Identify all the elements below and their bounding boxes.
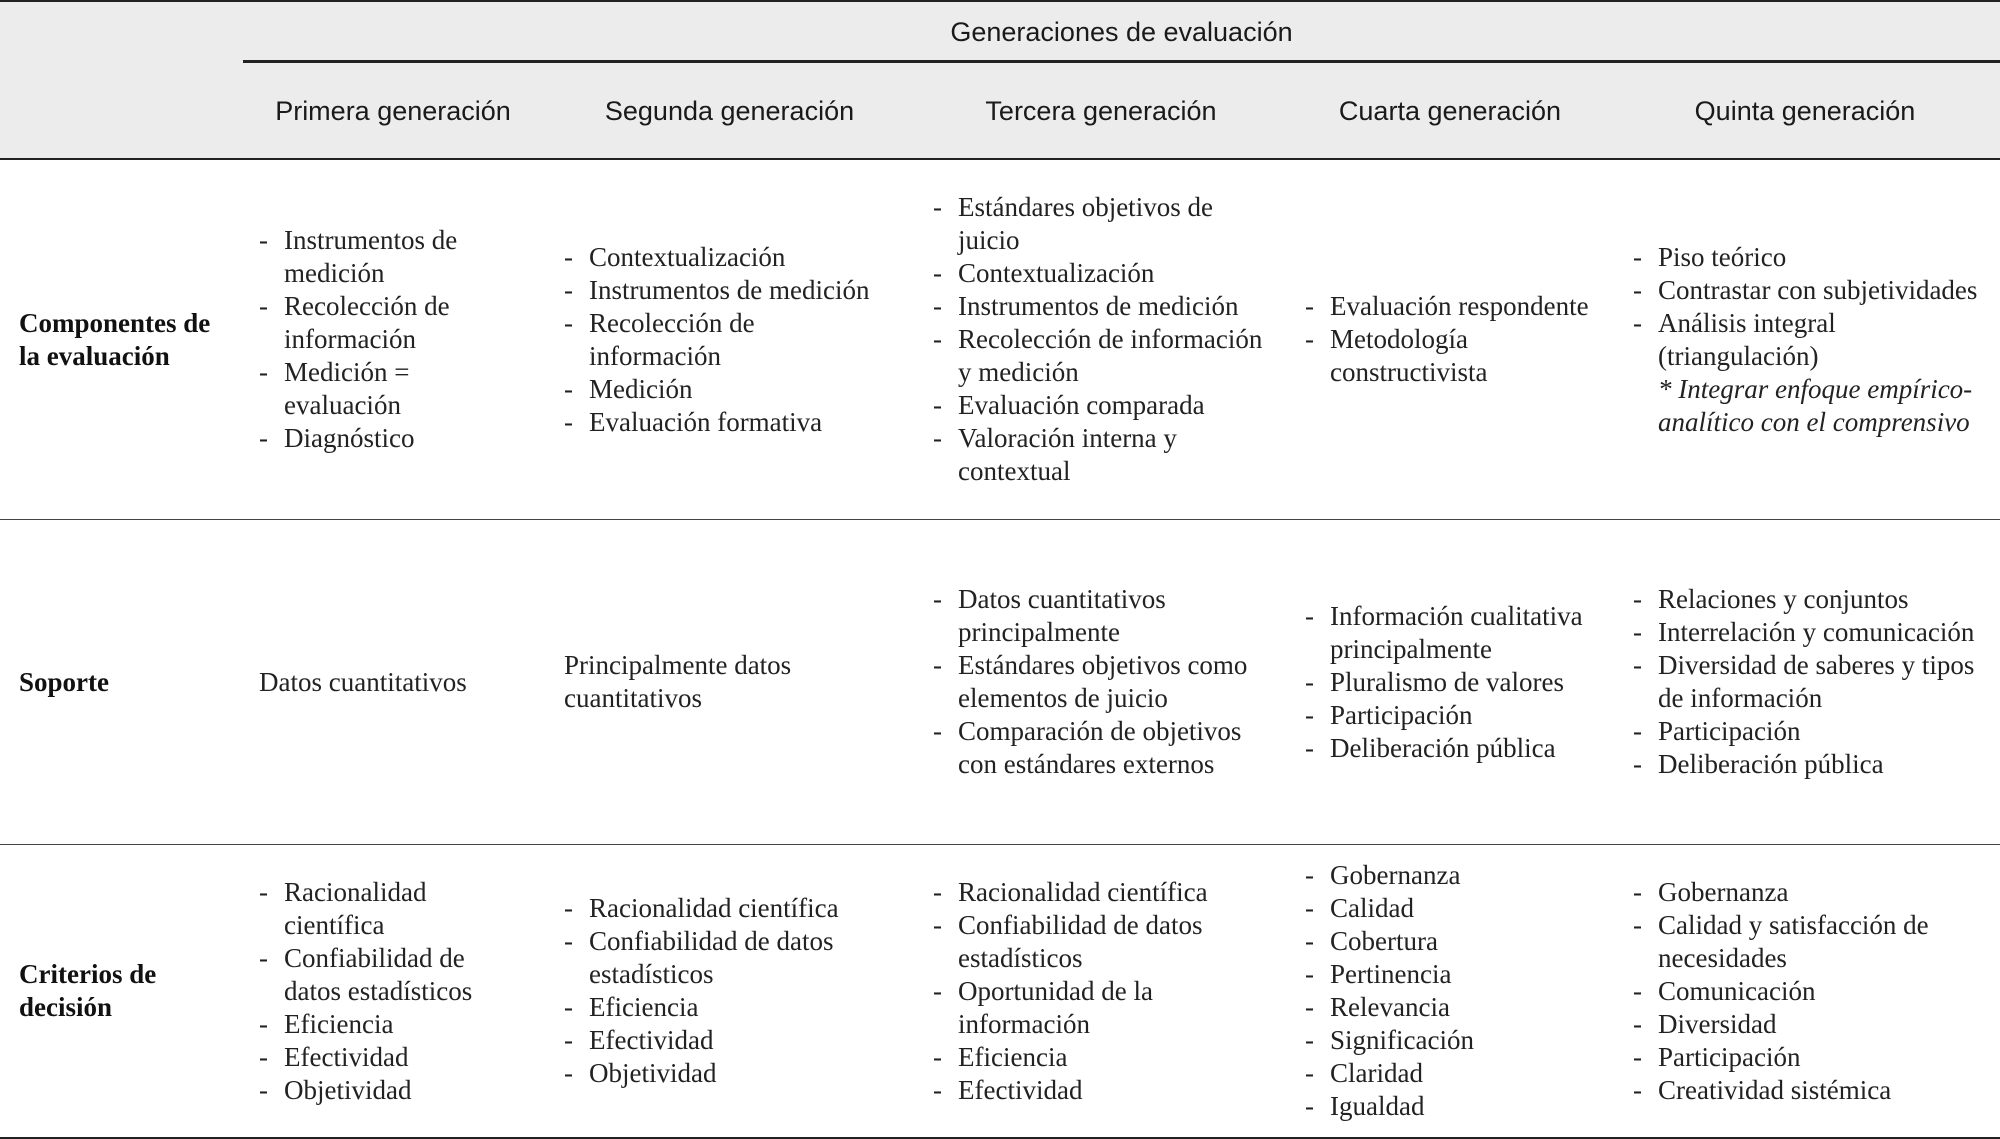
- list-item: - Estándares objetivos de juicio: [933, 192, 1213, 255]
- dash-marker: -: [1305, 666, 1314, 697]
- dash-marker: -: [564, 406, 573, 437]
- list-item: - Información cualitativa principalmente: [1305, 600, 1583, 664]
- cell-list: [1305, 290, 1605, 389]
- list-item: - Comparación de objetivos con estándares externos: [933, 716, 1242, 779]
- dash-marker: -: [564, 1058, 573, 1088]
- dash-marker: -: [564, 893, 573, 923]
- list-item: - Datos cuantitativos principalmente: [933, 584, 1166, 647]
- dash-marker: -: [933, 258, 942, 288]
- list-item: - Relaciones y conjuntos: [1633, 584, 1909, 614]
- list-item: - Participación: [1633, 716, 1801, 746]
- list-item: - Confiabilidad de datos estadísticos: [933, 909, 1203, 973]
- dash-marker: -: [1633, 975, 1642, 1006]
- list-item: - Gobernanza: [1633, 876, 1789, 907]
- dash-marker: -: [564, 307, 573, 338]
- row-header-criterios: Criterios de decisión: [19, 959, 157, 1022]
- cell-list: [933, 191, 1263, 488]
- dash-marker: -: [259, 1008, 268, 1039]
- dash-marker: -: [933, 324, 942, 354]
- table-cell: [1633, 520, 1985, 844]
- column-header-primera: Primera generación: [275, 96, 511, 126]
- dash-marker: -: [1305, 926, 1314, 956]
- list-item: - Racionalidad científica: [933, 876, 1208, 907]
- list-item: - Efectividad: [259, 1041, 409, 1072]
- dash-marker: -: [1305, 732, 1314, 763]
- list-item: - Valoración interna y contextual: [933, 423, 1177, 486]
- list-item: - Pertinencia: [1305, 959, 1452, 989]
- dash-marker: -: [1633, 584, 1642, 614]
- list-item: - Gobernanza: [1305, 860, 1461, 890]
- dash-marker: -: [259, 1041, 268, 1072]
- dash-marker: -: [259, 225, 268, 255]
- dash-marker: -: [1305, 860, 1314, 890]
- list-item: - Eficiencia: [259, 1008, 394, 1039]
- list-item: - Recolección de información y medición: [933, 324, 1263, 387]
- table-cell: [564, 160, 884, 519]
- list-item: - Análisis integral (triangulación): [1633, 307, 1836, 371]
- cell-text: Principalmente datos cuantitativos: [564, 650, 792, 713]
- column-header-cuarta: Cuarta generación: [1338, 96, 1562, 126]
- dash-marker: -: [564, 241, 573, 272]
- cell-list: [564, 892, 884, 1090]
- table-cell: [259, 520, 529, 844]
- dash-marker: -: [1633, 650, 1642, 680]
- list-item: - Recolección de información: [564, 307, 755, 371]
- dash-marker: -: [933, 192, 942, 222]
- dash-marker: -: [933, 423, 942, 453]
- list-item: - Calidad y satisfacción de necesidades: [1633, 909, 1929, 973]
- dash-marker: -: [933, 291, 942, 321]
- list-item: - Creatividad sistémica: [1633, 1074, 1892, 1105]
- list-item: - Contrastar con subjetividades: [1633, 274, 1978, 305]
- cell-list: [1633, 241, 1985, 439]
- list-item: - Racionalidad científica: [564, 893, 839, 923]
- list-item: - Evaluación formativa: [564, 406, 823, 437]
- list-item: - Significación: [1305, 1025, 1474, 1055]
- dash-marker: -: [1633, 909, 1642, 940]
- column-header-tercera: Tercera generación: [985, 96, 1217, 126]
- list-item: - Efectividad: [564, 1025, 714, 1055]
- dash-marker: -: [1305, 893, 1314, 923]
- list-item: - Participación: [1633, 1041, 1801, 1072]
- dash-marker: -: [259, 357, 268, 387]
- list-item: - Claridad: [1305, 1058, 1423, 1088]
- list-item: - Efectividad: [933, 1074, 1083, 1105]
- list-item: - Oportunidad de la información: [933, 975, 1153, 1039]
- table-cell: [1305, 520, 1610, 844]
- dash-marker: -: [564, 1025, 573, 1055]
- list-item: - Diversidad de saberes y tipos de información: [1633, 650, 1975, 713]
- cell-list: [259, 224, 514, 455]
- list-item: - Evaluación respondente: [1305, 291, 1589, 321]
- dash-marker: -: [1633, 876, 1642, 907]
- dash-marker: -: [1633, 1041, 1642, 1072]
- dash-marker: -: [259, 291, 268, 321]
- table-cell: [259, 845, 514, 1137]
- dash-marker: -: [1305, 1091, 1314, 1121]
- list-item: - Racionalidad científica: [259, 876, 427, 940]
- list-item: - Medición: [564, 373, 693, 404]
- table-cell: [933, 845, 1263, 1137]
- cell-list: [1305, 859, 1605, 1123]
- table-cell: [259, 160, 514, 519]
- dash-marker: -: [933, 1041, 942, 1072]
- list-item: - Igualdad: [1305, 1091, 1425, 1121]
- dash-marker: -: [933, 909, 942, 940]
- dash-marker: -: [933, 716, 942, 746]
- dash-marker: -: [564, 992, 573, 1022]
- list-item: - Diversidad: [1633, 1008, 1777, 1039]
- dash-marker: -: [933, 650, 942, 680]
- cell-list: [933, 583, 1278, 781]
- list-item: - Deliberación pública: [1633, 749, 1884, 779]
- table-cell: [1305, 160, 1605, 519]
- list-item: - Medición = evaluación: [259, 357, 410, 420]
- dash-marker: -: [564, 373, 573, 404]
- dash-marker: -: [933, 390, 942, 420]
- list-item: - Diagnóstico: [259, 423, 415, 453]
- dash-marker: -: [933, 584, 942, 614]
- table-cell: [564, 845, 884, 1137]
- table-cell: [933, 160, 1263, 519]
- list-item: - Confiabilidad de datos estadísticos: [564, 926, 834, 989]
- dash-marker: -: [1305, 291, 1314, 321]
- table-cell: [564, 520, 854, 844]
- cell-list: [1305, 600, 1610, 765]
- list-item: - Relevancia: [1305, 992, 1450, 1022]
- dash-marker: -: [1633, 1074, 1642, 1105]
- dash-marker: -: [1305, 1058, 1314, 1088]
- dash-marker: -: [1305, 324, 1314, 354]
- list-item: - Deliberación pública: [1305, 732, 1556, 763]
- dash-marker: -: [1633, 749, 1642, 779]
- cell-list: [564, 241, 884, 439]
- dash-marker: -: [933, 876, 942, 907]
- list-item: - Cobertura: [1305, 926, 1438, 956]
- dash-marker: -: [933, 975, 942, 1006]
- column-header-segunda: Segunda generación: [604, 96, 855, 126]
- list-item: - Instrumentos de medición: [259, 225, 458, 288]
- list-item: - Participación: [1305, 699, 1473, 730]
- footnote: * Integrar enfoque empírico-analítico con el comprensivo: [1658, 373, 1973, 437]
- dash-marker: -: [1633, 1008, 1642, 1039]
- dash-marker: -: [1633, 274, 1642, 305]
- cell-text: Datos cuantitativos: [259, 666, 467, 697]
- dash-marker: -: [259, 423, 268, 453]
- row-header-componentes: Componentes de la evaluación: [19, 307, 211, 371]
- list-item: - Calidad: [1305, 893, 1414, 923]
- dash-marker: -: [564, 926, 573, 956]
- dash-marker: -: [259, 876, 268, 907]
- list-item: - Contextualización: [564, 241, 786, 272]
- list-item: - Confiabilidad de datos estadísticos: [259, 942, 473, 1006]
- dash-marker: -: [564, 274, 573, 305]
- dash-marker: -: [1305, 600, 1314, 631]
- list-item: - Metodología constructivista: [1305, 324, 1488, 387]
- dash-marker: -: [933, 1074, 942, 1105]
- list-item: - Objetividad: [564, 1058, 717, 1088]
- list-item: - Eficiencia: [564, 992, 699, 1022]
- dash-marker: -: [1633, 241, 1642, 272]
- list-item: - Instrumentos de medición: [564, 274, 870, 305]
- list-item: - Objetividad: [259, 1074, 412, 1105]
- table-cell: [1305, 845, 1605, 1137]
- dash-marker: -: [1305, 1025, 1314, 1055]
- list-item: - Instrumentos de medición: [933, 291, 1239, 321]
- dash-marker: -: [259, 942, 268, 973]
- list-item: - Eficiencia: [933, 1041, 1068, 1072]
- table-cell: [1633, 845, 1985, 1137]
- dash-marker: -: [1305, 992, 1314, 1022]
- dash-marker: -: [1633, 617, 1642, 647]
- list-item: - Piso teórico: [1633, 241, 1787, 272]
- list-item: - Contextualización: [933, 258, 1155, 288]
- dash-marker: -: [1633, 716, 1642, 746]
- cell-list: [259, 876, 514, 1107]
- dash-marker: -: [259, 1074, 268, 1105]
- cell-list: [933, 876, 1263, 1107]
- table-cell: [933, 520, 1278, 844]
- cell-list: [1633, 583, 1985, 781]
- list-item: - Evaluación comparada: [933, 390, 1205, 420]
- list-item: - Interrelación y comunicación: [1633, 617, 1975, 647]
- dash-marker: -: [1305, 699, 1314, 730]
- table-cell: [1633, 160, 1985, 519]
- dash-marker: -: [1305, 959, 1314, 989]
- list-item: - Comunicación: [1633, 975, 1816, 1006]
- row-header-soporte: Soporte: [19, 666, 109, 697]
- column-header-quinta: Quinta generación: [1694, 96, 1916, 126]
- list-item: - Recolección de información: [259, 291, 450, 354]
- cell-list: [1633, 876, 1985, 1107]
- dash-marker: -: [1633, 307, 1642, 338]
- list-item: - Pluralismo de valores: [1305, 666, 1564, 697]
- super-header: Generaciones de evaluación: [950, 16, 1293, 47]
- list-item: - Estándares objetivos como elementos de juicio: [933, 650, 1248, 713]
